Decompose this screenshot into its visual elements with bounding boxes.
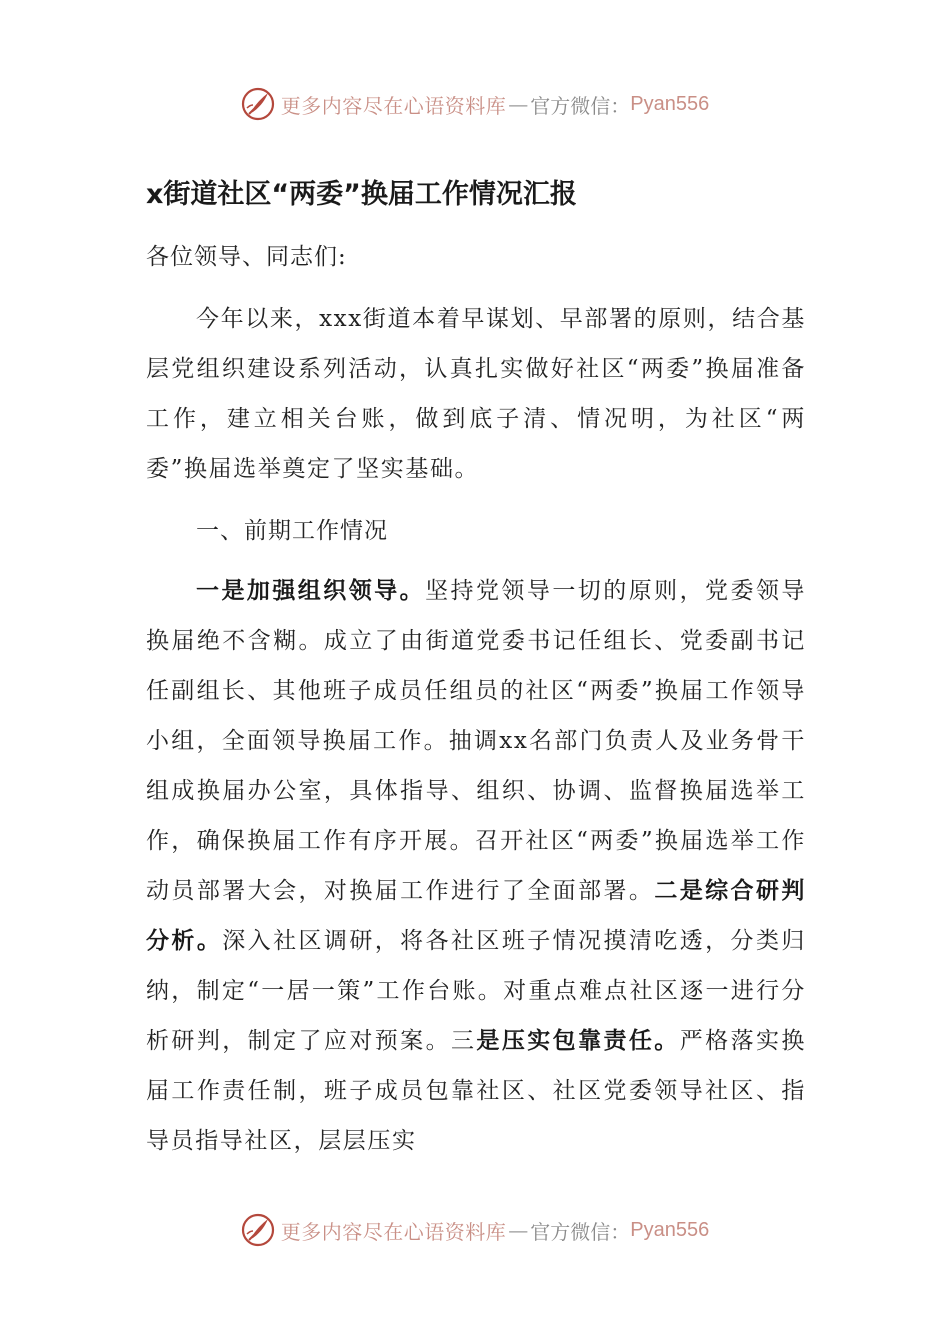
point-one-lead: 一是加强组织领导。 xyxy=(196,578,426,604)
section-heading: 一、前期工作情况 xyxy=(196,518,388,544)
banner-slogan: 更多内容尽在心语资料库 xyxy=(280,93,507,118)
header-banner xyxy=(0,84,950,124)
banner-wechat-label: 官方微信： xyxy=(530,1219,631,1244)
footer-banner xyxy=(0,1210,950,1250)
document-title: x街道社区“两委”换届工作情况汇报 xyxy=(146,179,577,210)
point-one-body: 坚持党领导一切的原则，党委领导换届绝不含糊。成立了由街道党委书记任组长、党委副书记任副组长、其他班子成员任组员的社区“两委”换届工作领导小组，全面领导换届工作。抽调xx名部门负责人及业务骨干组成换届办公室，具体指导、组织、协调、监督换届选举工作，确保换届工作有序开展。召开社区“两委”换届选举工作动员部署大会，对换届工作进行了全面部署。 xyxy=(146,578,807,904)
document-body xyxy=(146,172,806,1166)
quill-logo-icon xyxy=(241,87,275,121)
salutation: 各位领导、同志们: xyxy=(146,244,347,270)
section-paragraph xyxy=(146,566,806,1166)
point-two-lead: 二是综合研判分析。 xyxy=(146,878,806,954)
banner-wechat-id: Pyan556 xyxy=(630,92,710,115)
banner-separator: — xyxy=(508,1218,529,1242)
point-two-body: 深入社区调研，将各社区班子情况摸清吃透，分类归纳，制定“一居一策”工作台账。对重点难点社区逐一进行分析研判，制定了应对预案。三 xyxy=(146,928,806,1054)
quill-logo-icon xyxy=(241,1213,275,1247)
banner-separator: — xyxy=(508,92,529,116)
banner-wechat-id: Pyan556 xyxy=(630,1218,710,1241)
intro-paragraph: 今年以来，xxx街道本着早谋划、早部署的原则，结合基层党组织建设系列活动，认真扎实做好社区“两委”换届准备工作，建立相关台账，做到底子清、情况明，为社区“两委”换届选举奠定了坚实基础。 xyxy=(146,306,806,482)
banner-wechat-label: 官方微信： xyxy=(530,93,631,118)
banner-slogan: 更多内容尽在心语资料库 xyxy=(280,1219,507,1244)
point-three-body: 严格落实换届工作责任制，班子成员包靠社区、社区党委领导社区、指导员指导社区，层层压实 xyxy=(146,1028,806,1154)
point-three-lead: 是压实包靠责任。 xyxy=(476,1028,680,1054)
